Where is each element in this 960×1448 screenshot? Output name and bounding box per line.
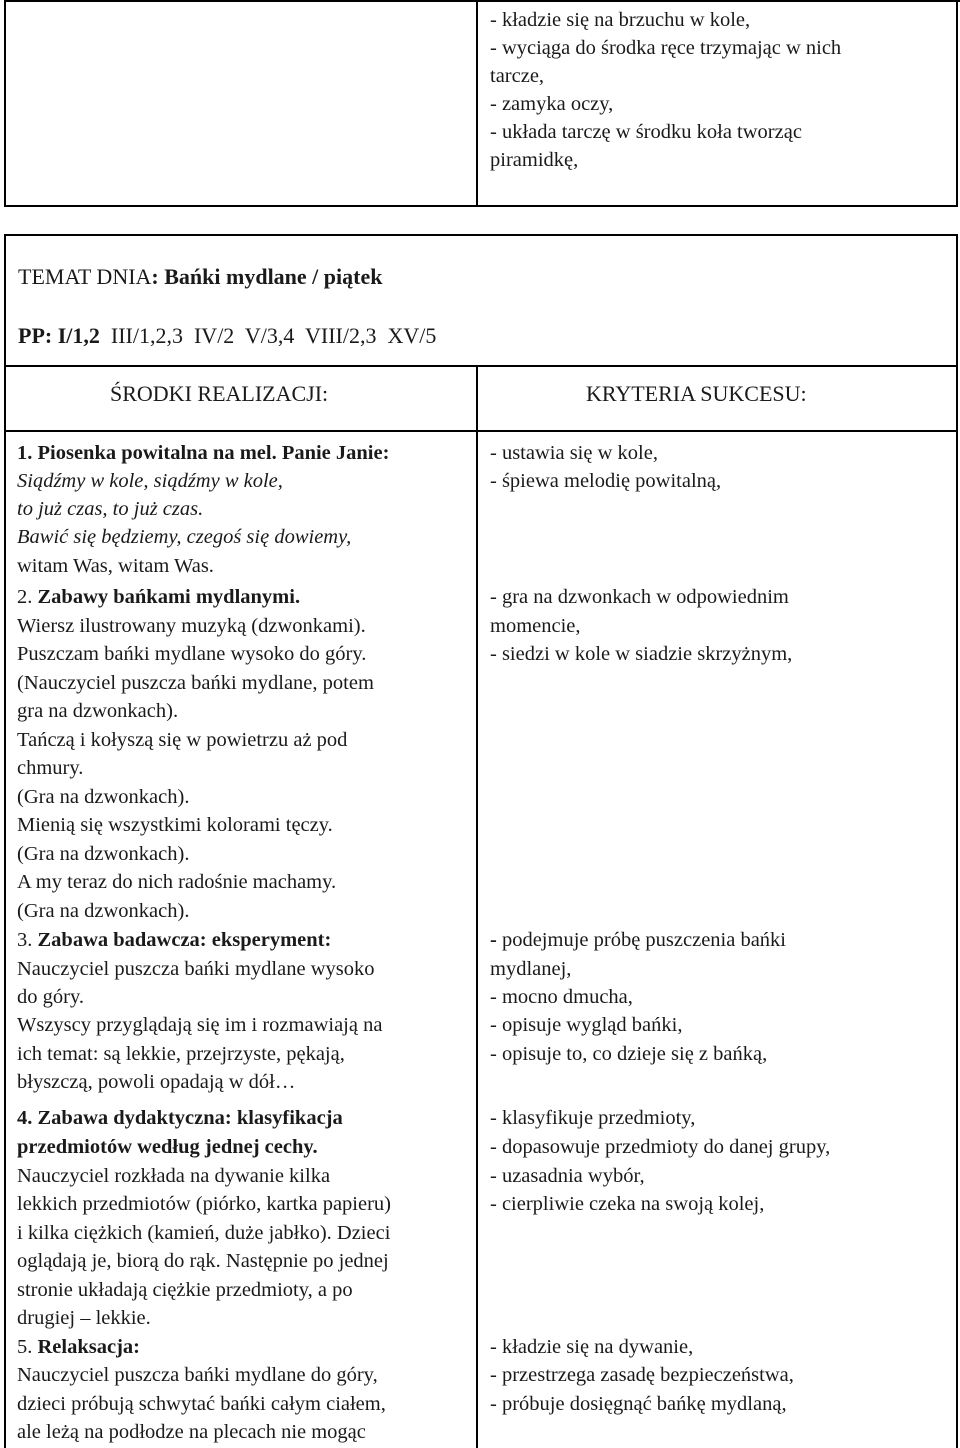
table-row-sep-header <box>4 430 958 432</box>
s4-line-5: stronie układają ciężkie przedmioty, a po <box>17 1279 353 1301</box>
s2-line-4: gra na dzwonkach). <box>17 700 179 722</box>
s1-line-2: to już czas, to już czas. <box>17 498 204 520</box>
s2-line-3: (Nauczyciel puszcza bańki mydlane, potem <box>17 672 374 694</box>
s5-line-1: Nauczyciel puszcza bańki mydlane do góry, <box>17 1364 378 1386</box>
topic-label: TEMAT DNIA <box>18 264 152 289</box>
s1-line-4: witam Was, witam Was. <box>17 555 214 577</box>
s4-title-2: przedmiotów według jednej cechy. <box>17 1136 318 1158</box>
s1-title: 1. Piosenka powitalna na mel. Panie Janie: <box>17 442 390 464</box>
s3-line-4: ich temat: są lekkie, przejrzyste, pękają, <box>17 1043 345 1065</box>
s3-title <box>17 926 331 955</box>
table-border-left <box>4 0 6 206</box>
r1-line-2: - śpiewa melodię powitalną, <box>490 470 722 492</box>
r3-line-5: - opisuje to, co dzieje się z bańką, <box>490 1043 768 1065</box>
r3-dash: - <box>490 929 502 951</box>
top-right-line-6: piramidkę, <box>490 149 579 171</box>
top-right-line-2: - wyciąga do środka ręce trzymając w nich <box>490 37 842 59</box>
s2-line-7: (Gra na dzwonkach). <box>17 786 190 808</box>
table-row-sep-pp <box>4 365 958 367</box>
s4-title-1: 4. Zabawa dydaktyczna: klasyfikacja <box>17 1107 343 1129</box>
s5-title <box>17 1333 140 1362</box>
r4-line-3: - uzasadnia wybór, <box>490 1165 645 1187</box>
topic-line <box>18 263 382 291</box>
s2-num: 2. <box>17 586 38 608</box>
s4-line-3: i kilka ciężkich (kamień, duże jabłko). Dzieci <box>17 1222 391 1244</box>
s4-line-1: Nauczyciel rozkłada na dywanie kilka <box>17 1165 331 1187</box>
r4-line-1: - klasyfikuje przedmioty, <box>490 1107 696 1129</box>
s2-line-9: (Gra na dzwonkach). <box>17 843 190 865</box>
table-row-bottom <box>4 205 958 207</box>
s2-line-6: chmury. <box>17 757 84 779</box>
pp-label: PP: I/1,2 <box>18 323 100 348</box>
top-right-line-4: - zamyka oczy, <box>490 93 614 115</box>
top-right-line-1: - kładzie się na brzuchu w kole, <box>490 9 751 31</box>
pp-line <box>18 322 436 350</box>
r3-line-2: mydlanej, <box>490 958 572 980</box>
s2-line-10: A my teraz do nich radośnie machamy. <box>17 871 337 893</box>
table-border-right <box>956 0 958 206</box>
r2-line-3: - siedzi w kole w siadzie skrzyżnym, <box>490 643 793 665</box>
r5-line-2: - przestrzega zasadę bezpieczeństwa, <box>490 1364 794 1386</box>
s3-line-5: błyszczą, powoli opadają w dół… <box>17 1071 296 1093</box>
s2-line-1: Wiersz ilustrowany muzyką (dzwonkami). <box>17 615 366 637</box>
s3-num: 3. <box>17 929 38 951</box>
s5-line-2: dzieci próbują schwytać bańki całym ciałem, <box>17 1393 386 1415</box>
table-border-right-2 <box>956 234 958 1448</box>
r5-line-3: - próbuje dosięgnąć bańkę mydlaną, <box>490 1393 787 1415</box>
s1-line-1: Siądźmy w kole, siądźmy w kole, <box>17 470 283 492</box>
top-right-line-5: - układa tarczę w środku koła tworząc <box>490 121 802 143</box>
s3-line-3: Wszyscy przyglądają się im i rozmawiają na <box>17 1014 383 1036</box>
r3-line-3: - mocno dmucha, <box>490 986 633 1008</box>
s2-title <box>17 583 300 612</box>
r2-line-1: - gra na dzwonkach w odpowiednim <box>490 586 789 608</box>
r3-line-1 <box>490 926 786 955</box>
r1-line-1: - ustawia się w kole, <box>490 442 658 464</box>
pp-value: III/1,2,3 IV/2 V/3,4 VIII/2,3 XV/5 <box>99 323 437 348</box>
s2-line-11: (Gra na dzwonkach). <box>17 900 190 922</box>
header-left: ŚRODKI REALIZACJI: <box>110 381 329 406</box>
s3-line-1: Nauczyciel puszcza bańki mydlane wysoko <box>17 958 375 980</box>
topic-value: : Bańki mydlane / piątek <box>151 264 383 289</box>
r5-line-1: - kładzie się na dywanie, <box>490 1336 694 1358</box>
table-border-top <box>4 0 960 2</box>
s5-title-text: Relaksacja: <box>37 1336 140 1358</box>
header-right: KRYTERIA SUKCESU: <box>586 381 807 406</box>
s3-line-2: do góry. <box>17 986 84 1008</box>
s1-line-3: Bawić się będziemy, czegoś się dowiemy, <box>17 526 352 548</box>
s2-line-5: Tańczą i kołyszą się w powietrzu aż pod <box>17 729 348 751</box>
s4-line-4: oglądają je, biorą do rąk. Następnie po jednej <box>17 1250 389 1272</box>
s3-title-text: Zabawa badawcza: eksperyment: <box>37 929 332 951</box>
s2-line-2: Puszczam bańki mydlane wysoko do góry. <box>17 643 367 665</box>
r4-line-2: - dopasowuje przedmioty do danej grupy, <box>490 1136 831 1158</box>
s5-num: 5. <box>17 1336 38 1358</box>
r3-line-1-text: podejmuje próbę puszczenia bańki <box>501 929 787 951</box>
table-divider-top <box>476 0 478 206</box>
r3-line-4: - opisuje wygląd bańki, <box>490 1014 683 1036</box>
s4-line-2: lekkich przedmiotów (piórko, kartka papieru) <box>17 1193 391 1215</box>
table-border-top-2 <box>4 234 958 236</box>
r2-line-2: momencie, <box>490 615 581 637</box>
s5-line-3: ale leżą na podłodze na plecach nie mogąc <box>17 1421 366 1443</box>
column-divider <box>476 365 478 1448</box>
r4-line-4: - cierpliwie czeka na swoją kolej, <box>490 1193 765 1215</box>
top-right-line-3: tarcze, <box>490 65 545 87</box>
s2-line-8: Mienią się wszystkimi kolorami tęczy. <box>17 814 333 836</box>
s2-title-text: Zabawy bańkami mydlanymi. <box>37 586 301 608</box>
table-border-left-2 <box>4 234 6 1448</box>
s4-line-6: drugiej – lekkie. <box>17 1307 151 1329</box>
